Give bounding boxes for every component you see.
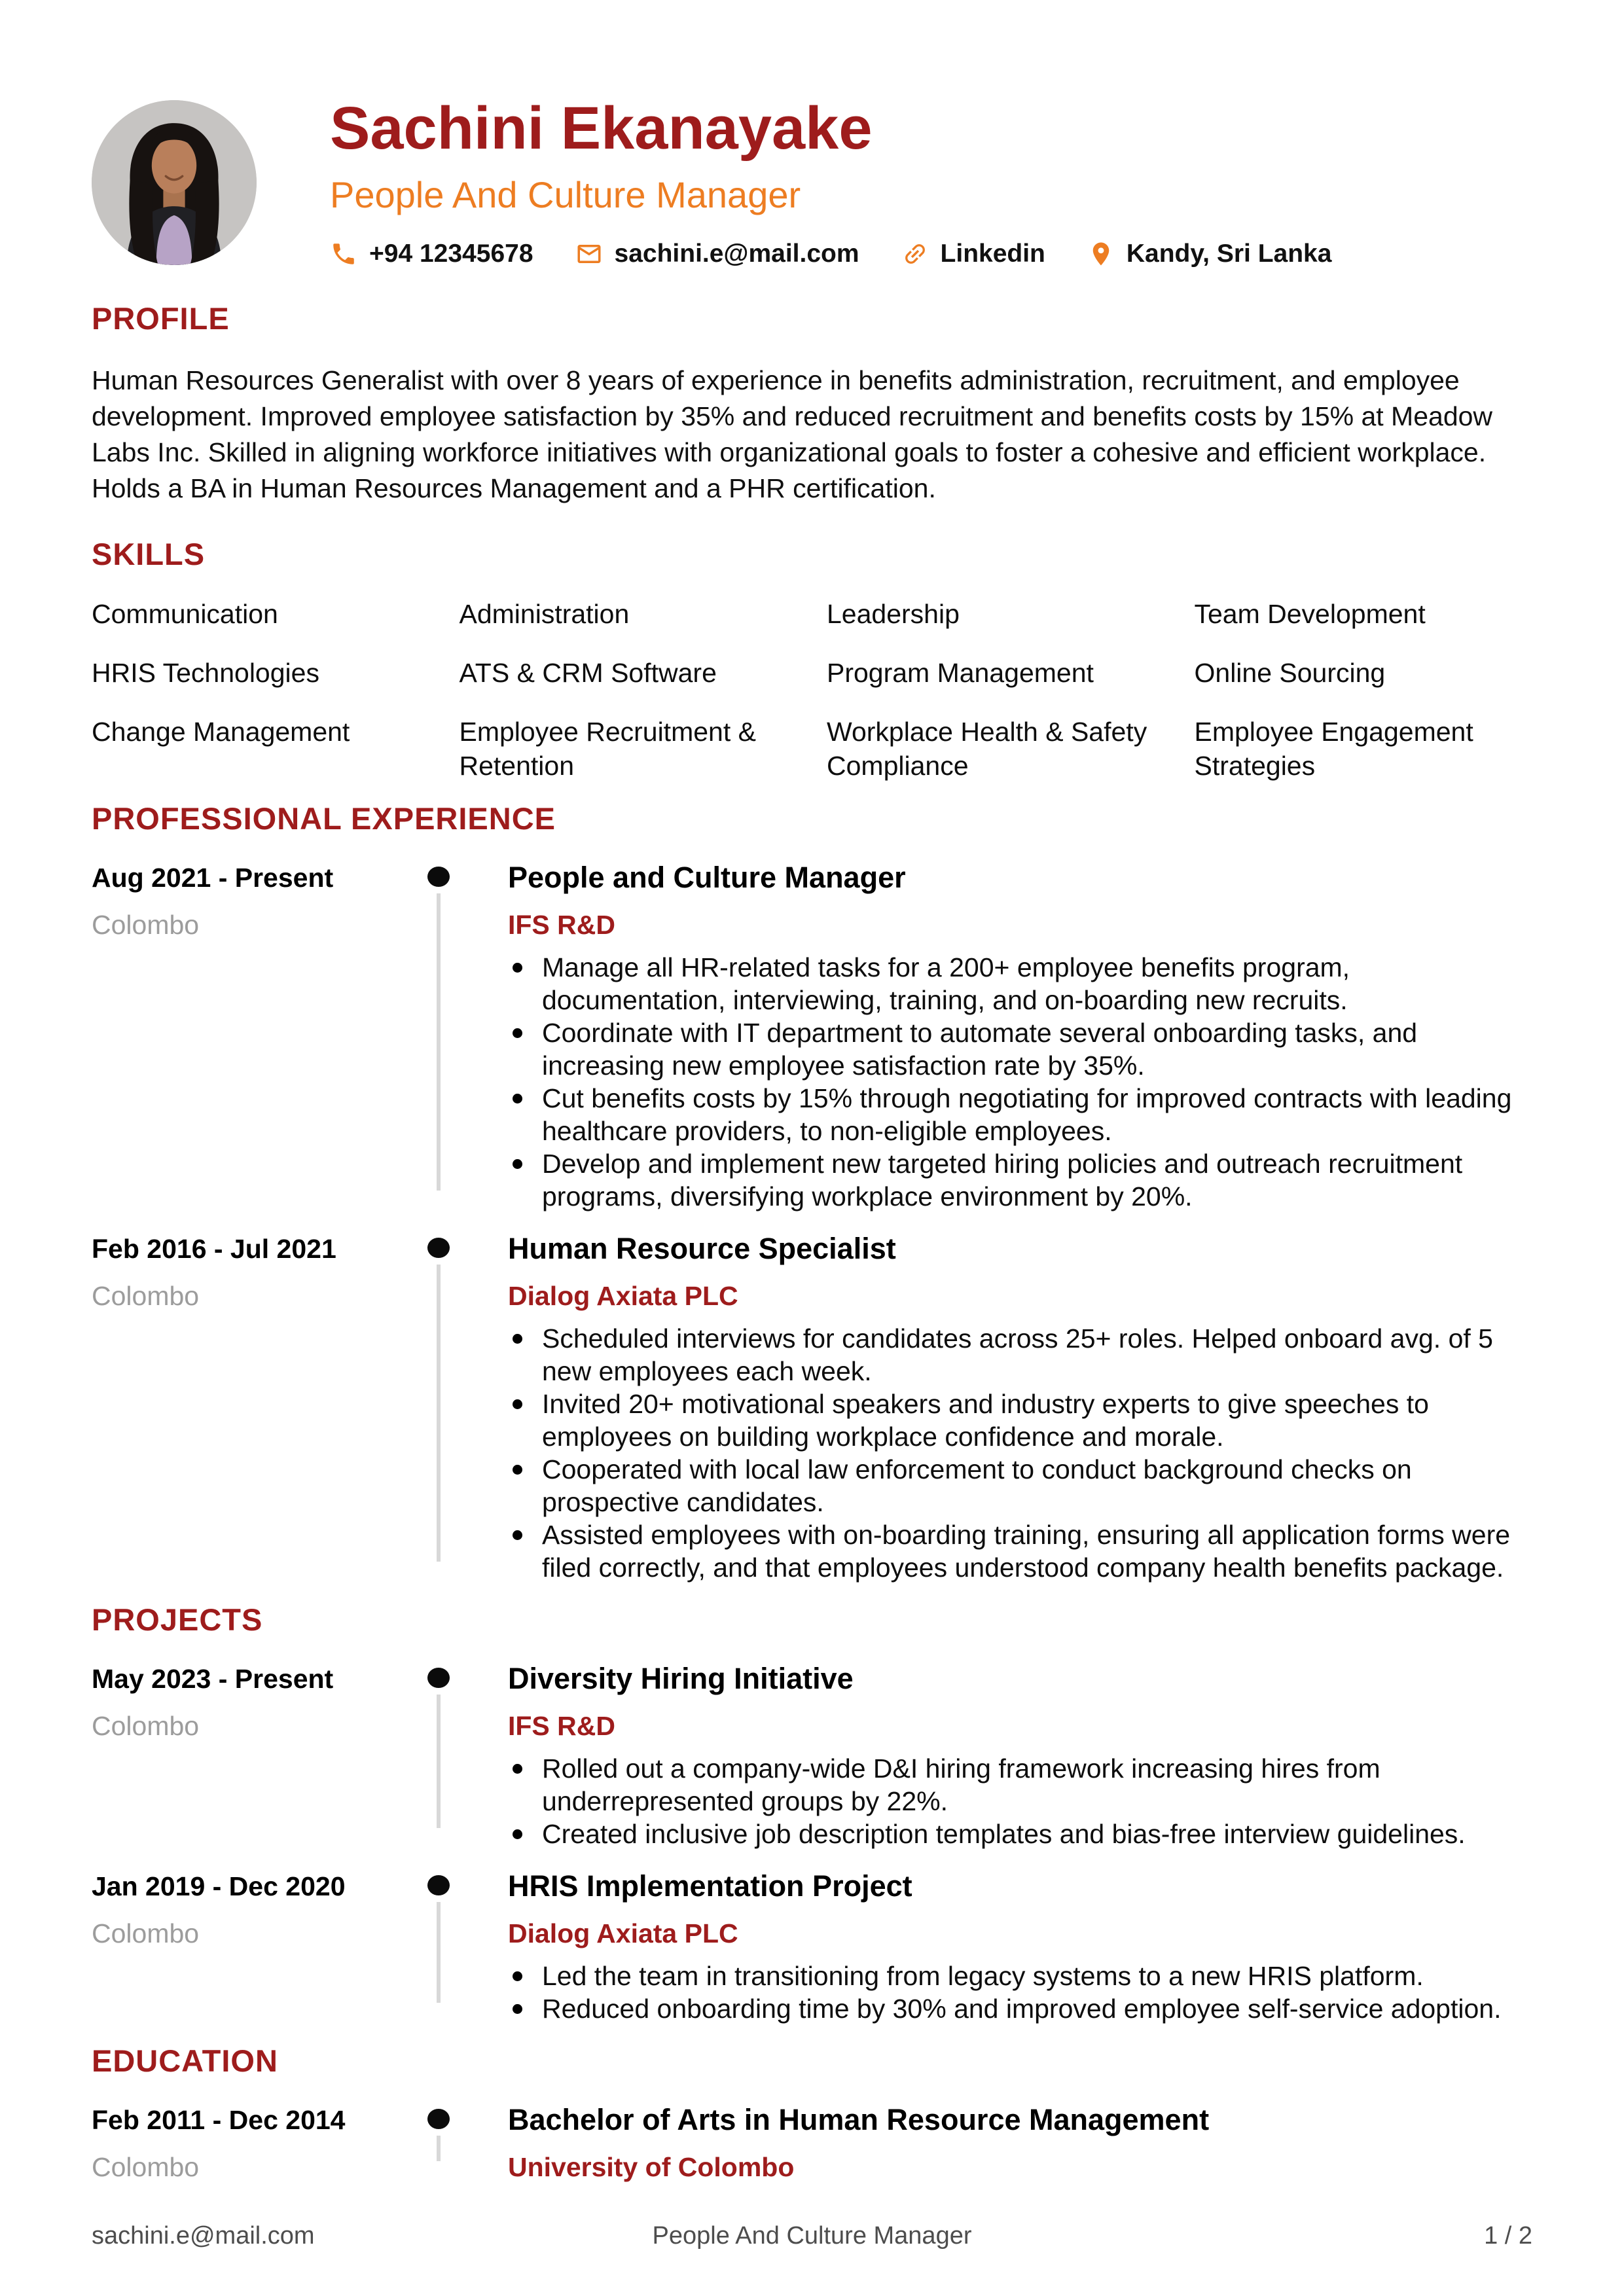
contact-location-label: Kandy, Sri Lanka xyxy=(1126,239,1332,268)
timeline-dot xyxy=(427,1238,450,1258)
entry-location: Colombo xyxy=(92,1710,200,1741)
bullet-item: Invited 20+ motivational speakers and industry experts to give speeches to employees on building workplace confidence and morale. xyxy=(508,1388,1532,1453)
entry-date: May 2023 - Present xyxy=(92,1663,334,1694)
timeline-line xyxy=(437,2136,441,2161)
header-text xyxy=(330,97,1331,268)
entry-company: IFS R&D xyxy=(508,909,615,940)
bullet-item: Created inclusive job description templates and bias-free interview guidelines. xyxy=(508,1818,1532,1850)
timeline-dot xyxy=(427,2109,450,2129)
person-title: People And Culture Manager xyxy=(330,173,801,215)
entry-bullets xyxy=(508,1960,1532,2025)
entry-date: Aug 2021 - Present xyxy=(92,862,334,893)
footer xyxy=(92,2222,1532,2250)
entry-body xyxy=(508,1662,1532,1850)
entry-bullets xyxy=(508,1752,1532,1850)
contact-email-label: sachini.e@mail.com xyxy=(614,239,859,268)
skill-item: Team Development xyxy=(1194,598,1426,629)
contact-linkedin[interactable] xyxy=(901,240,1045,268)
contact-linkedin-label: Linkedin xyxy=(940,239,1045,268)
skill-item: Change Management xyxy=(92,716,350,747)
timeline xyxy=(427,1232,450,1584)
timeline-line xyxy=(437,1695,441,1828)
skill-item: Communication xyxy=(92,598,278,629)
timeline-line xyxy=(437,1902,441,2003)
entry-meta xyxy=(92,861,388,1213)
timeline-dot xyxy=(427,867,450,887)
experience-entry xyxy=(92,861,1532,1213)
skill-item: Employee Engagement Strategies xyxy=(1194,716,1473,781)
bullet-item: Led the team in transitioning from legacy systems to a new HRIS platform. xyxy=(508,1960,1532,1992)
bullet-item: Reduced onboarding time by 30% and improved employee self-service adoption. xyxy=(508,1992,1532,2025)
entry-date: Feb 2011 - Dec 2014 xyxy=(92,2104,346,2135)
section-heading-skills: SKILLS xyxy=(92,536,206,571)
contact-location xyxy=(1087,240,1332,268)
entry-school: University of Colombo xyxy=(508,2151,795,2182)
entry-date: Feb 2016 - Jul 2021 xyxy=(92,1233,336,1264)
entry-body xyxy=(508,1232,1532,1584)
project-entry xyxy=(92,1662,1532,1850)
section-skills xyxy=(92,538,1532,783)
profile-photo xyxy=(92,100,257,265)
skill-item: HRIS Technologies xyxy=(92,657,319,688)
entry-title: Diversity Hiring Initiative xyxy=(508,1661,854,1695)
timeline-line xyxy=(437,1265,441,1562)
section-experience xyxy=(92,802,1532,1584)
bullet-item: Coordinate with IT department to automate several onboarding tasks, and increasing new employee satisfaction rate by 35%. xyxy=(508,1016,1532,1082)
timeline-dot xyxy=(427,1668,450,1688)
education-entry xyxy=(92,2104,1532,2183)
entry-body xyxy=(508,2104,1532,2183)
section-education xyxy=(92,2045,1532,2183)
timeline xyxy=(427,1662,450,1850)
entry-body xyxy=(508,1870,1532,2025)
entry-location: Colombo xyxy=(92,909,200,940)
skill-item: Administration xyxy=(459,598,630,629)
header xyxy=(92,0,1532,268)
entry-meta xyxy=(92,1232,388,1584)
bullet-item: Assisted employees with on-boarding training, ensuring all application forms were filed correctly, and that employees understood company health benefits package. xyxy=(508,1518,1532,1584)
entry-bullets xyxy=(508,1322,1532,1584)
entry-meta xyxy=(92,2104,388,2183)
bullet-item: Develop and implement new targeted hiring policies and outreach recruitment programs, diversifying workplace environment by 20%. xyxy=(508,1147,1532,1213)
experience-entry xyxy=(92,1232,1532,1584)
bullet-item: Cut benefits costs by 15% through negotiating for improved contracts with leading healthcare providers, to non-eligible employees. xyxy=(508,1082,1532,1147)
entry-body xyxy=(508,861,1532,1213)
timeline xyxy=(427,1870,450,2025)
contact-row xyxy=(330,240,1331,268)
link-icon xyxy=(901,240,929,268)
contact-email[interactable] xyxy=(575,240,859,268)
skill-item: Leadership xyxy=(827,598,960,629)
entry-company: IFS R&D xyxy=(508,1710,615,1741)
skill-item: Employee Recruitment & Retention xyxy=(459,716,756,781)
footer-title: People And Culture Manager xyxy=(652,2222,972,2250)
entry-bullets xyxy=(508,951,1532,1213)
section-profile xyxy=(92,302,1532,507)
skill-item: ATS & CRM Software xyxy=(459,657,717,688)
skills-grid xyxy=(92,597,1532,783)
bullet-item: Rolled out a company-wide D&I hiring framework increasing hires from underrepresented groups by 22%. xyxy=(508,1752,1532,1818)
profile-summary: Human Resources Generalist with over 8 years of experience in benefits administration, recruitment, and employee development. Improved employee satisfaction by 35% and reduced recruitment and benefits costs by 15% at Meadow Labs Inc. Skilled in aligning workforce initiatives with organizational goals to foster a cohesive and efficient workplace. Holds a BA in Human Resources Management and a PHR certification. xyxy=(92,365,1493,503)
location-icon xyxy=(1087,240,1115,268)
entry-meta xyxy=(92,1870,388,2025)
entry-title: People and Culture Manager xyxy=(508,860,906,894)
entry-title: HRIS Implementation Project xyxy=(508,1869,912,1903)
entry-company: Dialog Axiata PLC xyxy=(508,1280,738,1311)
entry-title: Bachelor of Arts in Human Resource Management xyxy=(508,2102,1210,2136)
timeline-dot xyxy=(427,1875,450,1895)
bullet-item: Cooperated with local law enforcement to conduct background checks on prospective candidates. xyxy=(508,1453,1532,1518)
project-entry xyxy=(92,1870,1532,2025)
entry-title: Human Resource Specialist xyxy=(508,1231,896,1265)
section-heading-experience: PROFESSIONAL EXPERIENCE xyxy=(92,800,556,836)
timeline-line xyxy=(437,893,441,1191)
skill-item: Program Management xyxy=(827,657,1094,688)
section-heading-education: EDUCATION xyxy=(92,2043,278,2078)
footer-page-number: 1 / 2 xyxy=(1484,2222,1533,2250)
entry-company: Dialog Axiata PLC xyxy=(508,1918,738,1948)
contact-phone-label: +94 12345678 xyxy=(369,239,533,268)
entry-location: Colombo xyxy=(92,1918,200,1948)
entry-location: Colombo xyxy=(92,1280,200,1311)
entry-meta xyxy=(92,1662,388,1850)
bullet-item: Scheduled interviews for candidates across 25+ roles. Helped onboard avg. of 5 new employees each week. xyxy=(508,1322,1532,1388)
contact-phone xyxy=(330,240,533,268)
timeline xyxy=(427,861,450,1213)
person-name: Sachini Ekanayake xyxy=(330,95,873,162)
email-icon xyxy=(575,240,603,268)
bullet-item: Manage all HR-related tasks for a 200+ employee benefits program, documentation, interviewing, training, and on-boarding new recruits. xyxy=(508,951,1532,1016)
timeline xyxy=(427,2104,450,2183)
skill-item: Online Sourcing xyxy=(1194,657,1386,688)
footer-email: sachini.e@mail.com xyxy=(92,2222,315,2250)
entry-location: Colombo xyxy=(92,2151,200,2182)
avatar-illustration xyxy=(92,100,257,265)
section-heading-profile: PROFILE xyxy=(92,300,230,336)
section-projects xyxy=(92,1604,1532,2025)
section-heading-projects: PROJECTS xyxy=(92,1602,263,1637)
skill-item: Workplace Health & Safety Compliance xyxy=(827,716,1147,781)
phone-icon xyxy=(330,240,357,268)
entry-date: Jan 2019 - Dec 2020 xyxy=(92,1871,346,1901)
